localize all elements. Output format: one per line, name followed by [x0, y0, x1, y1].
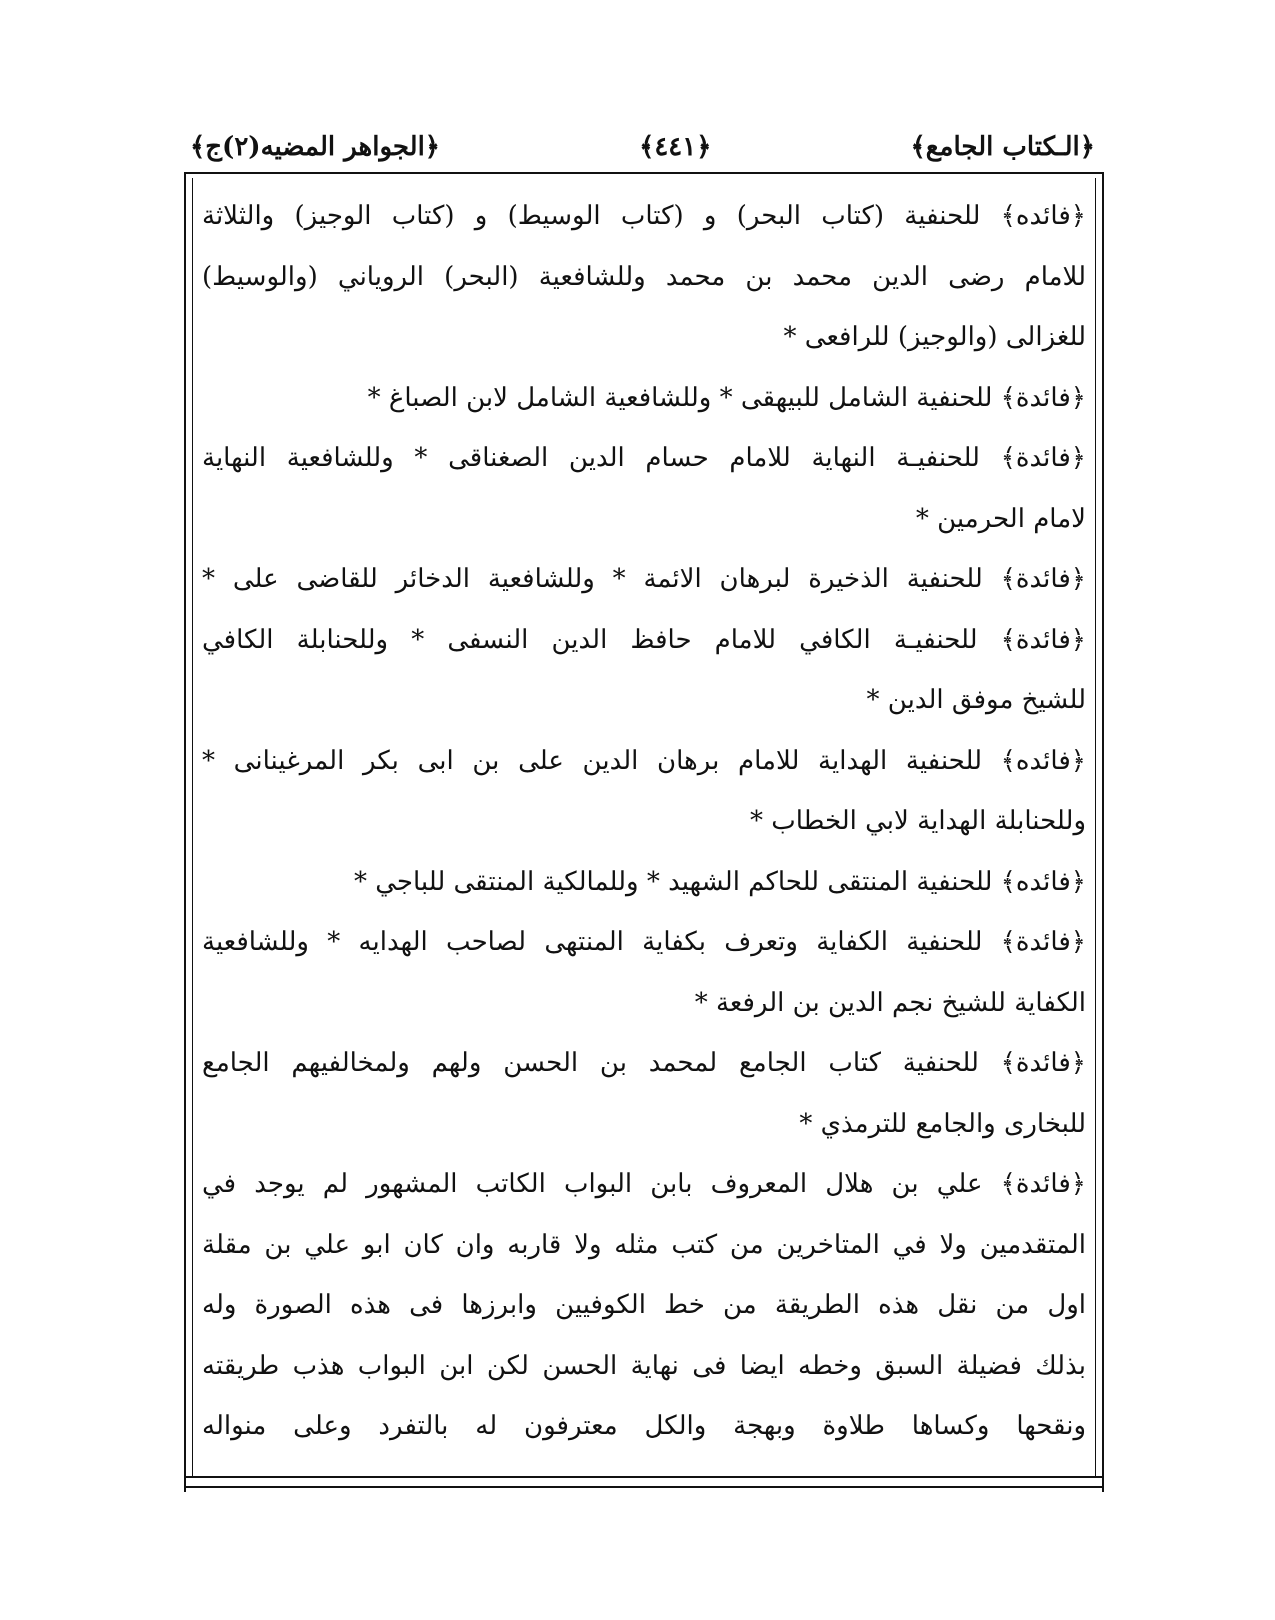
text-line: ﴿فائدة﴾ للحنفية الكفاية وتعرف بكفاية المنتهى لصاحب الهدايه * وللشافعية	[202, 927, 1086, 957]
text-line: للشيخ موفق الدين *	[866, 685, 1086, 715]
text-line: اول من نقل هذه الطريقة من خط الكوفيين وابرزها فى هذه الصورة وله	[202, 1290, 1086, 1320]
text-line: ﴿فائده﴾ للحنفية (كتاب البحر) و (كتاب الوسيط) و (كتاب الوجيز) والثلاثة	[202, 201, 1086, 231]
text-line: ﴿فائدة﴾ علي بن هلال المعروف بابن البواب الكاتب المشهور لم يوجد في	[202, 1169, 1086, 1199]
running-header	[190, 120, 1095, 174]
text-line: ﴿فائدة﴾ للحنفية الشامل للبيهقى * وللشافعية الشامل لابن الصباغ *	[367, 382, 1086, 413]
text-line: ونقحها وكساها طلاوة وبهجة والكل معترفون له بالتفرد وعلى منواله	[202, 1411, 1086, 1441]
text-line: ﴿فائده﴾ للحنفية المنتقى للحاكم الشهيد * وللمالكية المنتقى للباجي *	[353, 866, 1086, 897]
header-book-section: ﴿الـكتاب الجامع﴾	[910, 132, 1095, 162]
header-page-number: ﴿٤٤١﴾	[639, 132, 712, 162]
text-line: للبخارى والجامع للترمذي *	[799, 1108, 1086, 1139]
text-line: للامام رضى الدين محمد بن محمد وللشافعية (البحر) الروياني (والوسيط)	[202, 261, 1086, 292]
text-line: بذلك فضيلة السبق وخطه ايضا فى نهاية الحسن لكن ابن البواب هذب طريقته	[202, 1350, 1086, 1381]
text-line: ﴿فائده﴾ للحنفية الهداية للامام برهان الدين على بن ابى بكر المرغينانى *	[202, 745, 1086, 776]
text-line: ﴿فائدة﴾ للحنفية كتاب الجامع لمحمد بن الحسن ولهم ولمخالفيهم الجامع	[202, 1048, 1086, 1078]
text-line: لامام الحرمين *	[915, 503, 1086, 534]
text-line: ﴿فائدة﴾ للحنفيـة النهاية للامام حسام الدين الصغناقى * وللشافعية النهاية	[202, 443, 1086, 473]
text-line: ﴿فائدة﴾ للحنفيـة الكافي للامام حافظ الدين النسفى * وللحنابلة الكافي	[202, 624, 1086, 655]
text-line: للغزالى (والوجيز) للرافعى *	[783, 322, 1086, 352]
bottom-rule	[184, 1486, 1104, 1488]
body-text	[202, 186, 1086, 1457]
text-line: وللحنابلة الهداية لابي الخطاب *	[749, 806, 1086, 836]
text-line: المتقدمين ولا في المتاخرين من كتب مثله ولا قاربه وان كان ابو علي بن مقلة	[202, 1229, 1086, 1260]
header-book-title: ﴿الجواهر المضيه(٢)ج﴾	[190, 132, 441, 162]
text-line: الكفاية للشيخ نجم الدين بن الرفعة *	[694, 987, 1086, 1018]
bottom-rule	[184, 1476, 1104, 1478]
text-line: ﴿فائدة﴾ للحنفية الذخيرة لبرهان الائمة * وللشافعية الدخائر للقاضى على *	[202, 564, 1086, 594]
